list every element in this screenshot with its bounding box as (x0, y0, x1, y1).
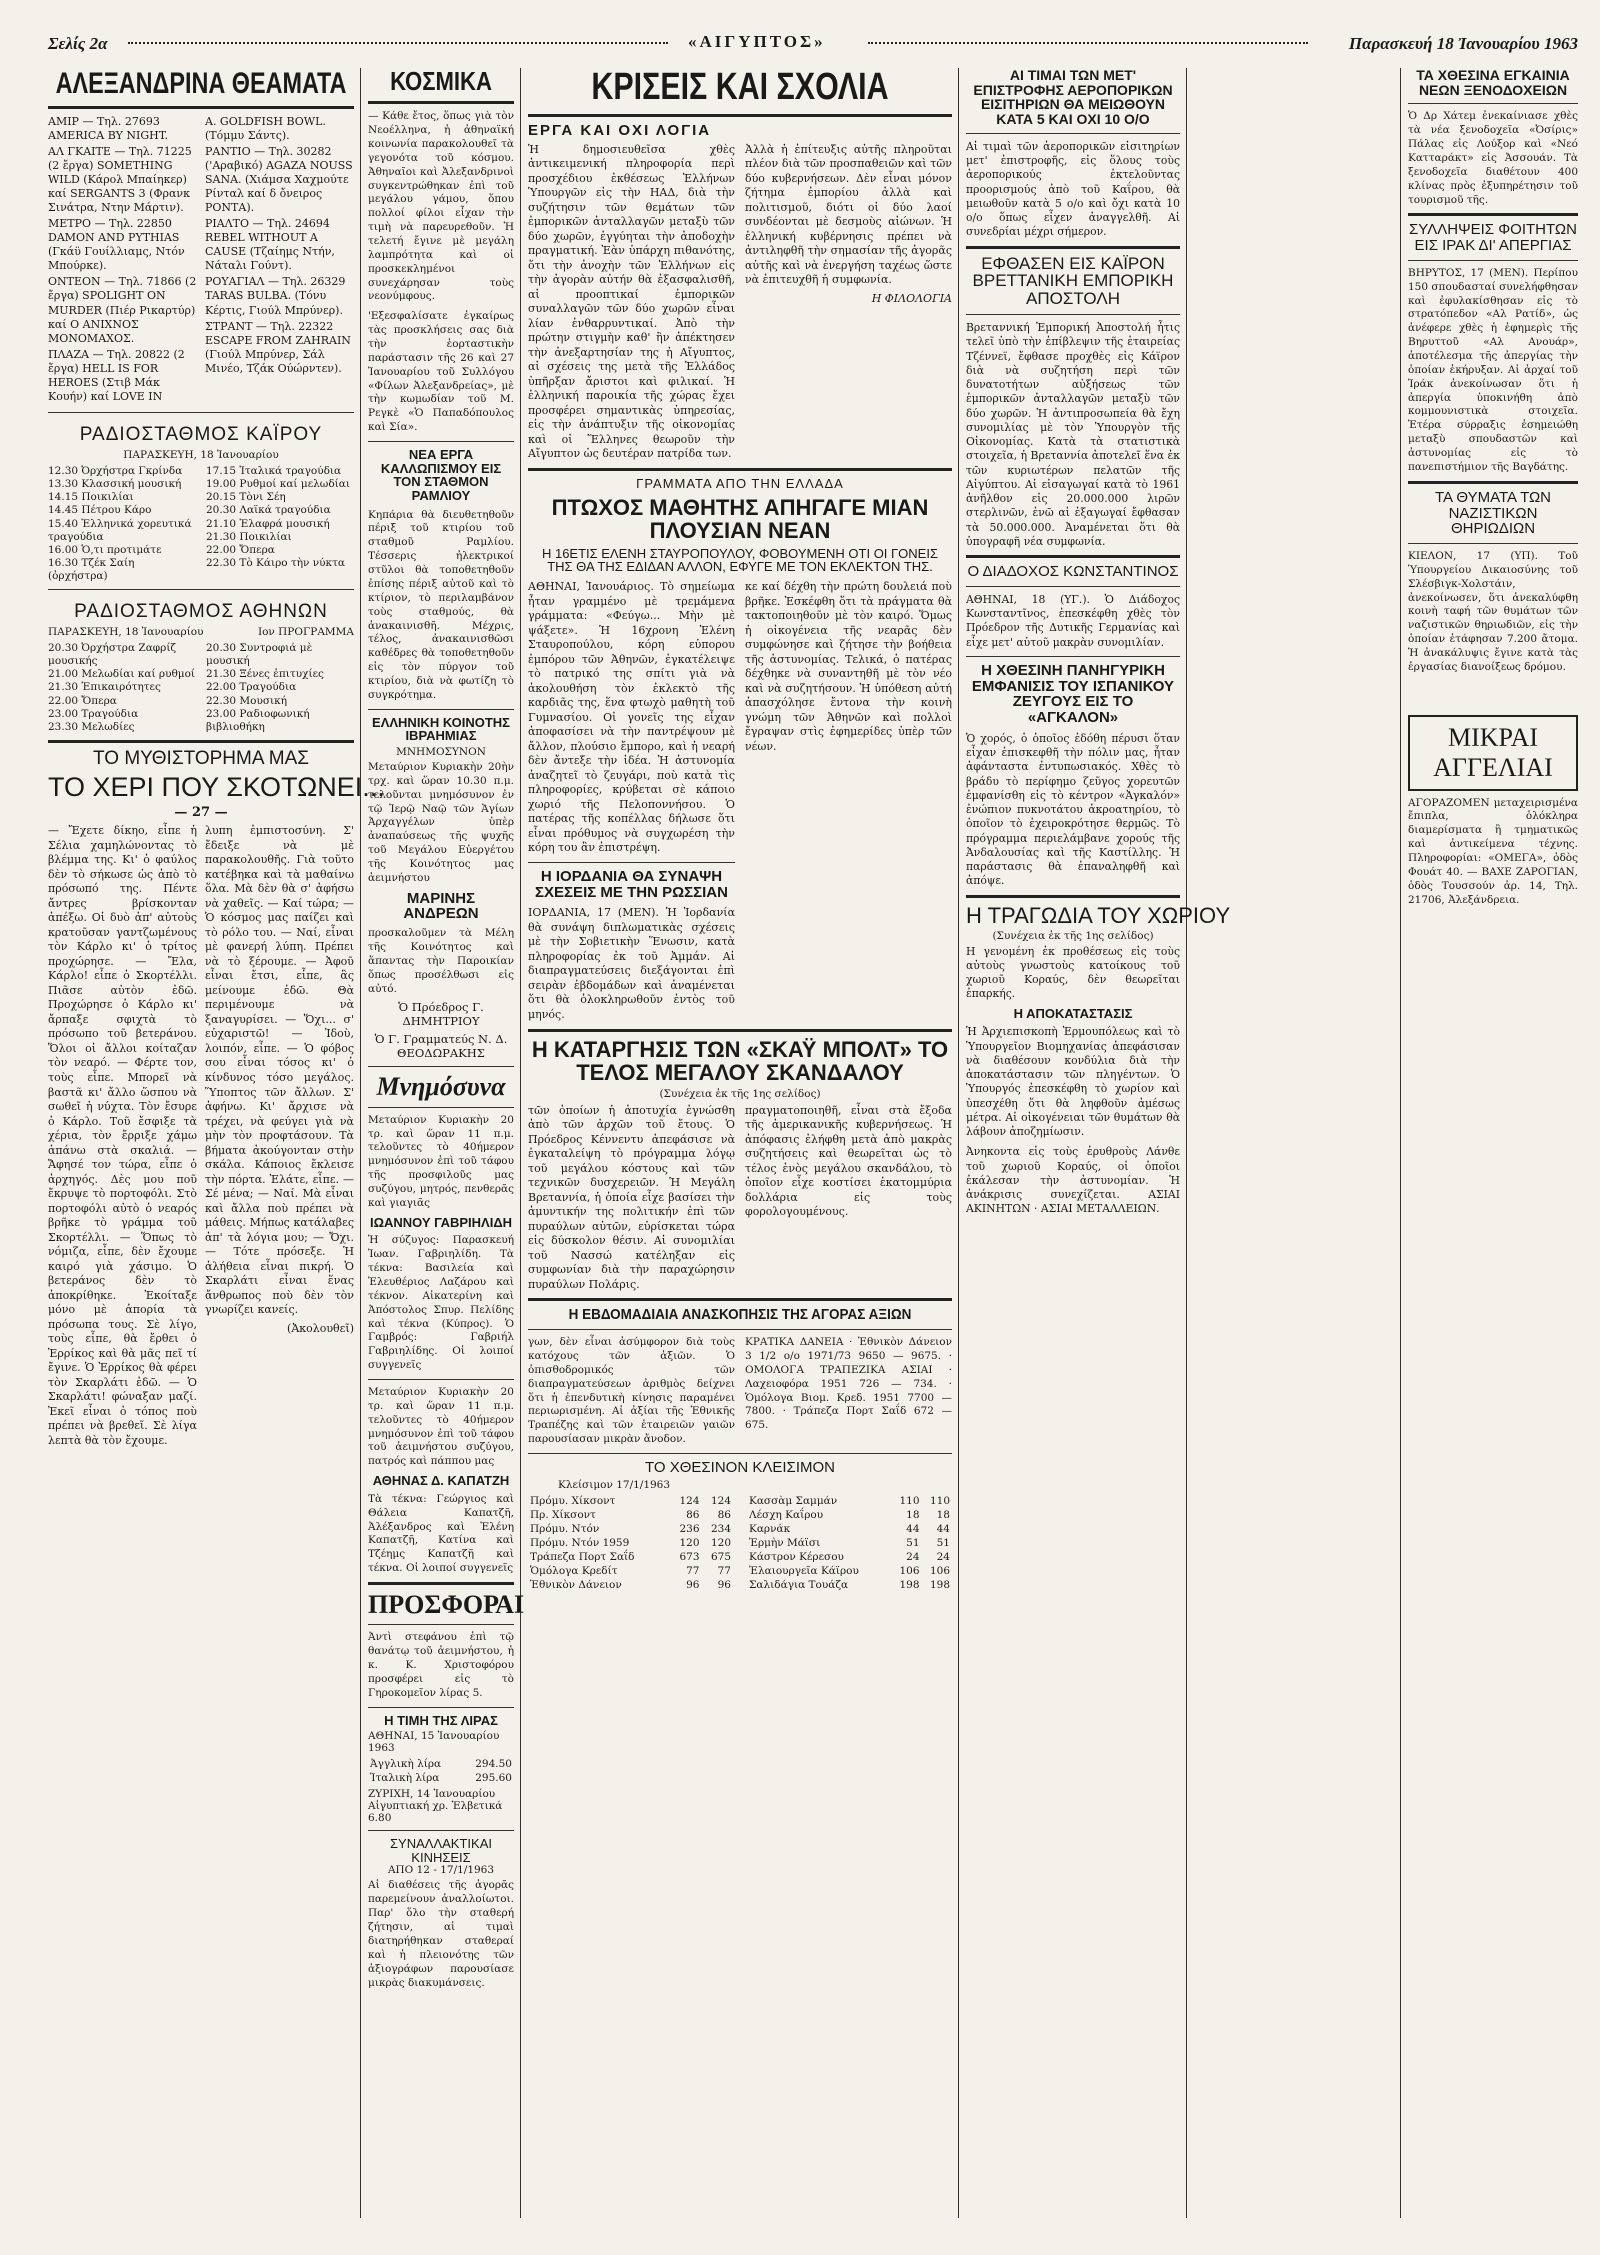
mnimosyno-1-name: ΙΩΑΝΝΟΥ ΓΑΒΡΙΗΛΙΔΗ (369, 1214, 513, 1230)
newspaper-page (48, 20, 1578, 2235)
table-cell: 44 (936, 1522, 950, 1535)
table-row (528, 1536, 733, 1550)
divider (48, 740, 354, 743)
table-cell: 106 (929, 1564, 950, 1577)
table-row (368, 1771, 514, 1785)
table-cell: 51 (936, 1536, 950, 1549)
exchange-title: ΣΥΝΑΛΛΑΚΤΙΚΑΙ ΚΙΝΗΣΕΙΣ (390, 1836, 492, 1865)
novel-continued: (Ἀκολουθεῖ) (287, 1321, 354, 1335)
divider (1408, 543, 1578, 544)
page-number: Σελίς 2α (48, 34, 108, 53)
airfare-text: Αἱ τιμαὶ τῶν ἀεροπορικῶν εἰσιτηρίων μετ' ἐπιστροφῆς, εἰς ὅλους τοὺς ἀεροπορικούς ἐκτελοῦντας προορισμούς ἀπὸ τοῦ Καΐρου, θὰ μειωθοῦν κατὰ 5 ο/ο καὶ ὄχι κατὰ 10 ο/ο ὅπως εἶχεν ἀναγγελθῆ. Αἱ συνεδρίαι μέχρι σήμερον. (966, 139, 1180, 239)
paper-name: «ΑΙΓΥΠΤΟΣ» (688, 32, 826, 51)
table-cell: 120 (679, 1536, 700, 1549)
divider (966, 586, 1180, 587)
classifieds-box (1408, 715, 1578, 791)
weekly-title: Η ΕΒΔΟΜΑΔΙΑΙΑ ΑΝΑΣΚΟΠΗΣΙΣ ΤΗΣ ΑΓΟΡΑΣ ΑΞΙΩΝ (568, 1306, 912, 1324)
tragedy-text-3: Ἀνηκοντα εἰς τοὺς ἐρυθροὺς Λάνθε τοῦ χωριοῦ Κοραύς, οἱ ὁποῖοι ἐκάλεσαν τὴν ἀστυνομίαν. Ἡ ἀνάκρισις συνεχίζεται. ΑΣΙΑΙ ΑΚΙΝΗΤΩΝ · ΑΣΙΑΙ ΜΕΤΑΛΛΕΙΩΝ. (966, 1145, 1180, 1216)
spanish-dancers-title: Η ΧΘΕΣΙΝΗ ΠΑΝΗΓΥΡΙΚΗ ΕΜΦΑΝΙΣΙΣ ΤΟΥ ΙΣΠΑΝΙΚΟΥ ΖΕΥΓΟΥΣ ΕΙΣ ΤΟ «ΑΓΚΑΛΟΝ» (971, 661, 1175, 727)
table-cell: 675 (710, 1550, 731, 1563)
divider (368, 441, 514, 442)
novel-body (48, 824, 354, 1448)
schedule-item: 20.30 Ὀρχήστρα Ζαφρίζ μουσικής (48, 642, 177, 668)
cosmika-title: ΚΟΣΜΙΚΑ (390, 66, 492, 96)
schedule-item: 20.30 Συντροφιά μὲ μουσική (206, 642, 313, 668)
works-text: Κηπάρια θὰ διευθετηθοῦν πέριξ τοῦ κτιρίου τοῦ σταθμοῦ Ραμλίου. Τέσσερις ἠλεκτρικοί στῦλοι θὰ τοποθετηθοῦν ἐπίσης πέριξ αὐτοῦ καὶ τὸ κτίριον, τὸ περιλαμβάνον τοὺς σταθμούς, θὰ ἀνακαινισθῆ. Μέχρις, τέλος, ἀνακαινισθῶσι καθέδρες θὰ τοποθετηθοῦν εἰς τὸν πύργον τοῦ κτιρίου, διὰ νὰ φωτίζη τὸ συγκρότημα. (368, 508, 514, 701)
table-row (528, 1522, 733, 1536)
radio-athens-header (48, 626, 354, 638)
mnimosyno-2-name: ΑΘΗΝΑΣ Δ. ΚΑΠΑΤΖΗ (372, 1473, 510, 1489)
hotels-title: ΤΑ ΧΘΕΣΙΝΑ ΕΓΚΑΙΝΙΑ ΝΕΩΝ ΞΕΝΟΔΟΧΕΙΩΝ (1416, 67, 1570, 98)
schedule-item: 19.00 Ρυθμοί καί μελωδίαι (206, 478, 351, 491)
table-cell: Ὁμόλογα Κρεδίτ (530, 1564, 618, 1577)
schedule-item: 20.30 Λαϊκά τραγούδια (206, 504, 331, 517)
table-row (747, 1508, 952, 1522)
divider (966, 656, 1180, 657)
schedule-item: 17.15 Ἰταλικά τραγούδια (206, 465, 342, 477)
issue-date: Παρασκευή 18 Ἰανουαρίου 1963 (1348, 34, 1578, 53)
radio-athens-date: ΠΑΡΑΣΚΕΥΗ, 18 Ἰανουαρίου (48, 626, 204, 639)
prosfores-text: Ἀντὶ στεφάνου ἐπὶ τῷ θανάτῳ τοῦ ἀειμνήστου, ἡ κ. Κ. Χριστοφόρου προσφέρει εἰς τὸ Γηροκομεῖον λίρας 5. (368, 1631, 514, 1699)
ibrahimia-signature-2: Ὁ Γ. Γραμματεύς Ν. Δ. ΘΕΟΔΩΡΑΚΗΣ (374, 1032, 508, 1061)
ibrahimia-name: ΜΑΡΙΝΗΣ ΑΝΔΡΕΩΝ (403, 889, 479, 923)
ska-text: τῶν ὁποίων ἡ ἀποτυχία ἐγνώσθη ἀπὸ τῶν ἀρχῶν τοῦ ἔτους. Ὁ Πρόεδρος Κέννεντυ ἀπεφάσισε νὰ ἐγκαταλείψη τὸ πρόγραμμα λόγῳ τοῦ μεγάλου κόστους καὶ τῶν τεχνικῶν δυσχερειῶν. Ἡ Μεγάλη Βρεταννία, ἡ ὁποία εἶχε βασίσει τὴν ἀμυντικήν της πολιτικήν ἐπὶ τῶν πυραύλων αὐτῶν, εὑρίσκεται τώρα εἰς δύσκολον θέσιν. Αἱ συνομιλίαι τοῦ Νασσώ κατέληξαν εἰς συμφωνίαν διὰ τὴν παραχώρησιν πυραύλων Πολάρις. (528, 1103, 735, 1291)
airfare-title: ΑΙ ΤΙΜΑΙ ΤΩΝ ΜΕΤ' ΕΠΙΣΤΡΟΦΗΣ ΑΕΡΟΠΟΡΙΚΩΝ ΕΙΣΙΤΗΡΙΩΝ ΘΑ ΜΕΙΩΘΟΥΝ ΚΑΤΑ 5 ΚΑΙ ΟΧΙ 10 Ο/Ο (973, 67, 1173, 128)
theatre-entry: ΡΑΝΤΙΟ — Τηλ. 30282 ('Αραβικό) AGAZA NOUSS SANA. (Χιάμσα Χαχμούτε Ρίνταλ καί δ ὄνειρος ΡΟΝΤΑ). (205, 144, 353, 214)
victims-title: ΤΑ ΘΥΜΑΤΑ ΤΩΝ ΝΑΖΙΣΤΙΚΩΝ ΘΗΡΙΩΔΙΩΝ (1434, 488, 1552, 538)
ska-continued: (Συνέχεια ἐκ τῆς 1ης σελίδος) (659, 1087, 821, 1100)
table-row (528, 1578, 733, 1592)
mnimosyno-1-text: Μεταύριον Κυριακὴν 20 τρ. καὶ ὥραν 11 π.μ. τελοῦντες τὸ 40ήμερον μνημόσυνον ἐπὶ τοῦ τάφου τῆς προσφιλοῦς μας συζύγου, μητρός, πενθερᾶς καὶ γιαγιᾶς (368, 1113, 514, 1209)
divider (368, 1066, 514, 1067)
divider (48, 412, 354, 413)
theatre-entry: ΡΙΑΛΤΟ — Τηλ. 24694 REBEL WITHOUT A CAUSE (Τζαίημς Ντήν, Νάταλι Γούντ). (205, 217, 335, 273)
table-cell: 110 (899, 1494, 920, 1507)
table-cell: 673 (679, 1550, 700, 1563)
column-social (368, 66, 525, 2218)
table-cell: 236 (679, 1522, 700, 1535)
schedule-item: 21.10 Ἐλαφρά μουσική (206, 517, 330, 530)
ibrahimia-subtitle: ΜΝΗΜΟΣΥΝΟΝ (396, 745, 486, 758)
divider (528, 1029, 952, 1032)
column-rule (1400, 68, 1401, 2218)
schedule-item: 15.40 Ἑλληνικά χορευτικά τραγούδια (48, 517, 192, 543)
table-row (528, 1494, 733, 1508)
editorial-body (528, 143, 952, 462)
closing-table-left (528, 1494, 733, 1592)
table-cell: Τράπεζα Πορτ Σαΐδ (530, 1550, 635, 1563)
closing-date: Κλείσιμον 17/1/1963 (558, 1478, 671, 1491)
diadochos-title: Ο ΔΙΑΔΟΧΟΣ ΚΩΝΣΤΑΝΤΙΝΟΣ (967, 563, 1179, 581)
table-cell: Πρόμυ. Χίκσοντ (530, 1494, 616, 1507)
ibrahimia-signature-1: Ὁ Πρόεδρος Γ. ΔΗΜΗΤΡΙΟΥ (398, 1000, 484, 1029)
letters-text-2: κε καί δέχθη τὴν πρώτη δουλειά ποὺ βρῆκε. Ἐσκέφθη ὅτι τὰ πράγματα θὰ τακτοποιηθοῦν μὲ τὸν καιρό. Ὅμως ἡ οἰκογένεια τῆς νεαρᾶς δὲν συμφώνησε καὶ ζήτησε τὴν βοήθεια τῆς ἀστυνομίας. Τελικά, ὁ πατέρας δέχθηκε νὰ συναντηθῆ μὲ τὸν νέο καὶ νὰ συζητήσουν. Ἡ ὑπόθεση αὐτή ἀπασχόλησε ἔντονα τὴν κοινὴ γνώμη τῶν Ἀθηνῶν καὶ πολλοὶ ἔγραψαν στὶς ἐφημερίδες ὑπὲρ τῶν νέων. (745, 580, 952, 753)
divider (368, 1624, 514, 1625)
table-row (747, 1578, 952, 1592)
schedule-item: 22.00 Ὄπερα (206, 543, 275, 556)
table-row (747, 1494, 952, 1508)
masthead-rule-left (128, 42, 668, 44)
tragedy-subtitle: Η ΑΠΟΚΑΤΑΣΤΑΣΙΣ (1013, 1005, 1133, 1021)
students-title: ΣΥΛΛΗΨΕΙΣ ΦΟΙΤΗΤΩΝ ΕΙΣ ΙΡΑΚ ΔΙ' ΑΠΕΡΓΙΑΣ (1409, 221, 1577, 255)
schedule-item: 12.30 Ὀρχήστρα Γκρίνδα (48, 465, 183, 477)
table-cell: 86 (686, 1508, 700, 1521)
spanish-dancers-text: Ὁ χορός, ὁ ὁποῖος ἐδόθη πέρυσι ὅταν εἶχαν ἐπισκεφθῆ τὴν πόλιν μας, ἦταν ἀφάνταστα ἐντυπωσιακός. Χθὲς τὸ βράδυ τὸ περίφημο ζεῦγος χορευτῶν ἐμφανίσθη εἰς τὸ κέντρον «Ἀγκαλόν» ἐνώπιον πυκνοτάτου ἀκροατηρίου, τὸ ὁποῖον τὸ ἐχειροκρότησε θερμῶς. Τὸ πρόγραμμα περιελάμβανε χορούς τῆς Ἀνδαλουσίας καὶ τῆς Καστίλλης. Ἡ παράστασις θὰ ἐπαναληφθῆ καὶ ἀπόψε. (966, 731, 1180, 888)
schedule-item: 22.30 Τὸ Κάιρο τὴν νύκτα (206, 556, 345, 569)
table-cell: Κάστρον Κέρεσου (749, 1550, 844, 1563)
divider (48, 589, 354, 590)
letters-text: ΑΘΗΝΑΙ, Ἰανουάριος. Τὸ σημείωμα ἦταν γραμμένο μὲ τρεμάμενα γράμματα: «Φεύγω... Μὴν μὲ ψάξετε». Ἡ 16χρονη Ἑλένη Σταυροπούλου, κόρη εὐπορου ἐμπόρου τῶν Ἀθηνῶν, ἐγκατέλειψε τὸ πατρικό της σπίτι γιὰ νὰ ἀκολουθήση τὸν ἐκλεκτὸ τῆς καρδιᾶς της, ἕνα φτωχὸ μαθητὴ τοῦ Γυμνασίου. Οἱ γονεῖς της εἶχαν ἀποφασίσει νὰ τὴν παντρέψουν μὲ ἄλλον, πλούσιο ἔμπορο, καὶ ἡ νεαρή δὲν ἄντεξε τὴν ἰδέα. Ἡ ἀστυνομία ἀναζητεῖ τὸ ζευγάρι, ποὺ κατὰ τὶς πληροφορίες, κρύβεται σὲ κάποιο χωριό τῆς Πελοποννήσου. Ὁ πατέρας τῆς κοπέλλας δήλωσε ὅτι εἶναι πρόθυμος νὰ συγχωρέση τὴν κόρη του ἂν ἐπιστρέψη. (528, 580, 735, 855)
hotels-text: Ὁ Δρ Χάτεμ ἐνεκαίνιασε χθὲς τὰ νέα ξενοδοχεῖα «Ὀσίρις» Πάλας εἰς Λούξορ καὶ «Νεό Κατταράκτ» εἰς Ἀσσουάν. Τὰ ξενοδοχεῖα διαθέτουν 400 κλίνας πρὸς ἐξυπηρέτησιν τοῦ τουρισμοῦ τῆς. (1408, 110, 1578, 206)
schedule-item: 22.30 Μουσική (206, 694, 287, 707)
closing-title: ΤΟ ΧΘΕΣΙΝΟΝ ΚΛΕΙΣΙΜΟΝ (645, 1459, 835, 1477)
weekly-body (528, 1336, 952, 1447)
novel-text-a: — Ἔχετε δίκηο, εἶπε ἡ Σέλια χαμηλώνοντας τὸ βλέμμα της. Κι' ὁ φαύλος δὲν τὸ σήκωσε ὡς ἀπὸ τὸ πρόσωπό της. Πέντε ἄντρες βρίσκονταν ἀπέξω. Οἱ δυὸ ἀπ' αὐτοὺς κρατοῦσαν γαντζωμένους τὸν Κάρλο κι' ὁ τρίτος προχώρησε. — Ἔλα, Κάρλο! εἶπε ὁ Σκορτέλλι. Πιᾶσε αὐτὸν ἐδῶ. Προχώρησε ὁ Κάρλο κι' ἄρπαξε σφιχτὰ τὸ πρόσωπο τοῦ βετεράνου. Ὅλοι οἱ ἄλλοι κοίταζαν τὸν νεαρό. — Φέρτε τον, τοὺς εἶπε. Μπορεῖ νὰ βαστᾶ κι' ἄλλο ὥσπου νὰ σωθεῖ ἡ νύχτα. Τὸν ἔσυρε ὁ Κάρλο. Τοῦ ἔσφιξε τὰ χέρια, τὸν ἔρριξε χάμω ἀπάνω στὰ σκαλιά. — Ἄφησέ τον τώρα, εἶπε ὁ ἀρχηγός. Δὲς μου ποῦ ἔκρυψε τὸ πορτοφόλι. Στὸ πορτοφόλι αὐτὸ ὁ νεαρός βρῆκε τὸ γράμμα τοῦ Σκορτέλλι. — Ὅπως τὸ νόμιζα, εἶπε, δὲν ἔχουμε καιρό γιὰ χάσιμο. Ὁ βετεράνος δὲν τὸ ἀποκρίθηκε. Ἐκοίταξε μόνο μὲ ἀπορία τὰ πρόσωπα τους. Σὲ λίγο, τοὺς εἶπε, θὰ ἔρθει ὁ Ἐρρίκος καὶ θὰ μᾶς πεῖ τί ἔγινε. Ὁ Ἐρρίκος θὰ φέρει τὸν Σκαρλάτι ἐδῶ. — Ὁ Σκαρλάτι! φώναξαν μαζί. Ἐκεῖ εἶναι ὁ τόπος ποὺ πρέπει νὰ βρεθεῖ. Σὲ λίγα λεπτὰ θὰ τὸν ἔχουμε. (48, 824, 197, 1447)
novel-kicker: ΤΟ ΜΥΘΙΣΤΟΡΗΜΑ ΜΑΣ (93, 747, 309, 769)
british-mission-text: Βρεταννική Ἐμπορική Ἀποστολή ἦτις τελεῖ ὑπὸ τὴν ἐπίβλεψιν τῆς ἑταιρείας Τζέννεϊ, ἔφθασε προχθὲς εἰς Κάϊρον διὰ νὰ συζητήση περὶ τῶν δυνατοτήτων αὐξήσεως τῶν ἐμπορικῶν ἀνταλλαγῶν μεταξὺ τῶν δύο χωρῶν. Ἡ ἀντιπροσωπεία θὰ ἔχη συνομιλίας μὲ τὸν Ὑπουργὸν τῆς Οἰκονομίας. Κατὰ τὰ στατιστικὰ στοιχεῖα, ἡ Βρεταννία ἀποτελεῖ ἕνα ἐκ τῶν κυριωτέρων πελατῶν τῆς Αἰγύπτου. Αἱ εἰσαγωγαί κατὰ τὸ 1961 ἀνῆλθον εἰς 20.000.000 λιρῶν στερλινῶν, ἐνῶ αἱ ἐξαγωγαί ἔφθασαν τὰ 50.000.000. Ἀναμένεται ὅτι θὰ ὑπογραφῆ νέα συμφωνία. (966, 321, 1180, 548)
cosmika-text: — Κάθε ἔτος, ὅπως γιὰ τὸν Νεοέλληνα, ἡ ἀθηναϊκή κοινωνία παρακολουθεῖ τὰ γεγονότα τοῦ κόσμου. Ἀθηναῖοι καὶ Ἀλεξανδρινοὶ συγκεντρώθηκαν ἐπὶ τοῦ μεγάλου γάμου, ὅπου πολλοί φίλοι εἶχαν τὴν τιμὴ νὰ παρευρεθοῦν. Ἡ τελετή ἔγινε μὲ μεγάλη λαμπρότητα καὶ οἱ προσκεκλημένοι συνεχάρησαν τοὺς νεονύμφους. (368, 110, 514, 303)
theatre-entry: ΜΕΤΡΟ — Τηλ. 22850 DAMON AND PYTHIAS (Γκάϋ Γουίλλιαμς, Ντόν Μπούρκε). (48, 217, 185, 273)
column-rule (1186, 68, 1187, 2218)
closing-table-right (747, 1494, 952, 1592)
radio-athens-schedule (48, 642, 354, 734)
masthead (48, 28, 1578, 58)
divider (368, 1707, 514, 1708)
theatres-title: ΑΛΕΞΑΝΔΡΙΝΑ ΘΕΑΜΑΤΑ (55, 67, 347, 100)
lira-zurich-date: ΖΥΡΙΧΗ, 14 Ἰανουαρίου (368, 1788, 496, 1801)
column-rule (360, 68, 361, 2218)
table-cell: 77 (686, 1564, 700, 1577)
table-row (528, 1564, 733, 1578)
ibrahimia-text-2: προσκαλοῦμεν τὰ Μέλη τῆς Κοινότητος καὶ ἅπαντας τὴν Παροικίαν ὅπως προσέλθωσι εἰς αὐτό. (368, 927, 514, 995)
table-cell: 77 (717, 1564, 731, 1577)
table-cell: 120 (710, 1536, 731, 1549)
lira-athens-date: ΑΘΗΝΑΙ, 15 Ἰανουαρίου 1963 (368, 1730, 500, 1755)
column-rule (520, 68, 521, 2218)
schedule-item: 14.45 Πέτρου Κάρο (48, 504, 152, 517)
divider (368, 1582, 514, 1585)
table-cell: 44 (906, 1522, 920, 1535)
divider (966, 314, 1180, 315)
schedule-item: 16.00 Ὁ,τι προτιμάτε (48, 543, 162, 556)
radio-cairo-title: ΡΑΔΙΟΣΤΑΘΜΟΣ ΚΑΪΡΟΥ (79, 424, 323, 446)
table-cell: Ἰταλικὴ λίρα (370, 1772, 440, 1785)
schedule-item: 22.00 Τραγούδια (206, 681, 297, 694)
theatres-listing (48, 115, 354, 407)
mnimosyno-2-text: Μεταύριον Κυριακὴν 20 τρ. καὶ ὥραν 11 π.μ. τελοῦντες τὸ 40ήμερον μνημόσυνον ἐπὶ τοῦ τάφου τοῦ ἀειμνήστου συζύγου, πατρός καὶ πάππου μας (368, 1386, 514, 1468)
table-cell: 294.50 (475, 1758, 512, 1771)
editorial-text-2: Ἀλλὰ ἡ ἐπίτευξις αὐτῆς πληροῦται πλέον διὰ τῶν προσπαθειῶν καὶ τῶν δύο κυβερνήσεων. Δὲν εἶναι μόνον ζήτημα ἐμπορίου ἀλλὰ καὶ πολιτισμοῦ, διότι οἱ δύο λαοί συνδέονται μὲ δεσμοὺς αἰώνων. Ἡ ἑλληνική κυβέρνησις πρέπει νὰ ἀντιληφθῆ τὴν σημασίαν τῆς ἀγορᾶς αὐτῆς καὶ νὰ ἐνεργήση ταχέως ὥστε νὰ ἐπιτευχθῆ ἡ συμφωνία. (745, 142, 952, 287)
ska-text-2: πραγματοποιηθῆ, εἶναι στὰ ἔξοδα τῆς ἀμερικανικῆς κυβερνήσεως. Ἡ ἀπόφασις ἐλήφθη μετὰ ἀπὸ μακρὰς συζητήσεις καὶ θεωρεῖται ὡς τὸ τέλος ἑνὸς μεγάλου σκανδάλου, τὸ ὁποῖον εἶχε κοστίσει ἑκατομμύρια δολλάρια εἰς τοὺς φορολογουμένους. (745, 1103, 952, 1219)
table-cell: 96 (717, 1578, 731, 1591)
table-cell: 18 (906, 1508, 920, 1521)
divider (528, 468, 952, 471)
prosfores-title: ΠΡΟΣΦΟΡΑΙ (368, 1589, 525, 1619)
schedule-list-right (206, 642, 354, 734)
table-row (528, 1550, 733, 1564)
divider (1408, 260, 1578, 261)
schedule-item: 16.30 Τζέκ Σαίη (ὀρχήστρα) (48, 556, 135, 582)
theatres-list-left (48, 115, 197, 407)
table-cell: 198 (929, 1578, 950, 1591)
editorial-title: ΚΡΙΣΕΙΣ ΚΑΙ ΣΧΟΛΙΑ (591, 66, 889, 108)
divider (966, 555, 1180, 558)
schedule-item: 21.30 Ποικιλίαι (206, 530, 292, 543)
schedule-item: 23.00 Τραγούδια (48, 707, 139, 720)
theatre-entry: A. GOLDFISH BOWL. (Τόμμυ Σάντς). (205, 114, 326, 142)
schedule-item: 21.30 Ἐπικαιρότητες (48, 681, 161, 694)
letters-subtitle: Η 16ΕΤΙΣ ΕΛΕΝΗ ΣΤΑΥΡΟΠΟΥΛΟΥ, ΦΟΒΟΥΜΕΝΗ ΟΤΙ ΟΙ ΓΟΝΕΙΣ ΤΗΣ ΘΑ ΤΗΣ ΕΔΙΔΑΝ ΑΛΛΟΝ, ΕΦΥΓΕ ΜΕ ΤΟΝ ΕΚΛΕΚΤΟΝ ΤΗΣ. (541, 545, 939, 575)
divider (368, 101, 514, 104)
divider (48, 106, 354, 109)
schedule-list-left (48, 642, 196, 734)
divider (368, 709, 514, 710)
cosmika-text-2: 'Εξεσφαλίσατε ἐγκαίρως τὰς προσκλήσεις σας διὰ τὴν ἑορταστικὴν παράστασιν τῆς 26 καὶ 27 Ἰανουαρίου τοῦ Συλλόγου «Φίλων Ἀλεξανδρείας», μὲ τὴν κωμωδίαν τοῦ Μ. Ρεγκὲ «Ὁ Παπαδόπουλος καὶ Σία». (368, 310, 514, 434)
radio-athens-program: Ιον ΠΡΟΓΡΑΜΜΑ (257, 626, 354, 639)
lira-table (368, 1757, 514, 1785)
divider (966, 246, 1180, 249)
table-cell: Λέσχη Καΐρου (749, 1508, 824, 1521)
column-rule (958, 68, 959, 2218)
weekly-text: γων, δὲν εἶναι ἀσύμφορον διὰ τοὺς κατόχους τῶν ἀξιῶν. Ὁ ὀπισθοδρομικός τῶν διαπραγματεύσεων ἀριθμὸς δείχνει ὅτι ἡ ἐπενδυτικὴ κίνησις παραμένει περιωρισμένη. Αἱ ἀξίαι τῆς Ἐθνικῆς Τραπέζης καὶ τῶν ἑταιρειῶν γαιῶν παρουσίασαν μικρὰν ἄνοδον. (528, 1336, 735, 1446)
schedule-item: 23.30 Μελωδίες (48, 720, 135, 733)
letters-body (528, 580, 952, 1022)
theatre-entry: ΟΝΤΕΟΝ — Τηλ. 71866 (2 ἔργα) SPOLIGHT ON MURDER (Πιέρ Ρικαρτύρ) καί Ο ΑΝΙΧΝΟΣ ΜΟΝΟΜΑΧΟΣ. (48, 275, 197, 345)
theatre-entry: ΣΤΡΑΝΤ — Τηλ. 22322 ESCAPE FROM ZAHRAIN (Γιούλ Μπρύνερ, Σάλ Μινέο, Τζάκ Ούώρντεν). (205, 319, 351, 375)
table-cell: 18 (936, 1508, 950, 1521)
table-cell: Πρ. Χίκσοντ (530, 1508, 596, 1521)
table-cell: Σαλιδάγια Τουάζα (749, 1578, 849, 1591)
theatres-list-right (205, 115, 354, 407)
ibrahimia-title: ΕΛΛΗΝΙΚΗ ΚΟΙΝΟΤΗΣ ΙΒΡΑΗΜΙΑΣ (372, 714, 510, 744)
table-cell: 124 (679, 1494, 700, 1507)
ska-body (528, 1104, 952, 1293)
table-cell: 106 (899, 1564, 920, 1577)
divider (528, 862, 735, 863)
exchange-text: Αἱ διαθέσεις τῆς ἀγορᾶς παρεμείνουν ἀναλλοίωτοι. Παρ' ὅλο τὴν σταθερή ζήτησιν, αἱ τιμαὶ διατηρήθηκαν σταθεραί καὶ ἡ πλειονότης τῶν ἀξιογράφων παρουσίασε μικρὰς διακυμάνσεις. (368, 1879, 514, 1989)
table-cell: 96 (686, 1578, 700, 1591)
theatre-entry: ΑΜΙΡ — Τηλ. 27693 AMERICA BY NIGHT. (48, 114, 168, 142)
table-cell: 24 (906, 1550, 920, 1563)
students-text: ΒΗΡΥΤΟΣ, 17 (ΜΕΝ). Περίπου 150 σπουδασταί συνελήφθησαν καὶ ἐφυλακίσθησαν εἰς τὸ στρατόπεδον «Αλ Ρατίδ», ὡς ἀνέφερε χθὲς ἡ ἐφημερὶς τῆς Βηρυττοῦ «Αλ Ανουάρ», ἀποτέλεσμα τῆς ἀπεργίας τὴν ὁποίαν ἐκήρυξαν. Αἱ ἀρχαί τοῦ Ἰράκ ἀνεκοίνωσαν ὅτι ἡ ἀπεργία ὑποκινήθη ἀπὸ κομμουνιστικὰ στοιχεῖα. Ἑτέρα σύρραξις ἐσημειώθη μεταξὺ σπουδαστῶν καὶ ἀστυνομίας εἰς τὸ πανεπιστήμιον τῆς Βαγδάτης. (1408, 266, 1579, 473)
lira-zurich-text: Αἰγυπτιακή χρ. Ἐλβετικά 6.80 (368, 1800, 503, 1825)
mnimosyno-2-relatives: Τὰ τέκνα: Γεώργιος καὶ Θάλεια Καπατζῆ, Ἀλέξανδρος καὶ Ἑλένη Καπατζῆ, Κατίνα καὶ Τζέημς Καπατζῆ καὶ τέκνα. Οἱ λοιποί συγγενεῖς (368, 1492, 514, 1575)
theatre-entry: ΡΟΥΑΓΙΑΛ — Τηλ. 26329 TARAS BULBA. (Τόνυ Κέρτις, Γιούλ Μπρύνερ). (205, 275, 346, 317)
column-theatres-radio-novel (48, 67, 385, 2218)
table-cell: 86 (717, 1508, 731, 1521)
classifieds-text: ΑΓΟΡΑΖΟΜΕΝ μεταχειρισμένα ἔπιπλα, ὁλόκληρα διαμερίσματα ἢ τμηματικῶς καὶ ἀντικείμενα τέχνης. Πληροφορίαι: «ΟΜΕΓΑ», ὁδὸς Φουάτ 40. — ΒΑΧΕ ΖΑΡΟΓΙΑΝ, ὁδὸς Τουσσούν ἀρ. 14, Τηλ. 21706, Ἀλεξάνδρεια. (1408, 796, 1578, 906)
theatre-entry: ΑΛ ΓΚΑΙΤΕ — Τηλ. 71225 (2 ἔργα) SOMETHING WILD (Κάρολ Μπαίηκερ) καί SERGANTS 3 (Φρανκ Σινάτρα, Ντην Μάρτιν). (48, 144, 192, 214)
schedule-item: 22.00 Ὄπερα (48, 694, 117, 707)
column-editorial (528, 68, 952, 2218)
table-cell: Πρόμυ. Ντόν (530, 1522, 600, 1535)
table-cell: 295.60 (475, 1772, 512, 1785)
table-cell: Πρόμυ. Ντόν 1959 (530, 1536, 630, 1549)
diadochos-text: ΑΘΗΝΑΙ, 18 (ΥΓ.). Ὁ Διάδοχος Κωνσταντῖνος, ἐπεσκέφθη χθὲς τὸν Πρόεδρον τῆς Δυτικῆς Γερμανίας καὶ εἶχε μετ' αὐτοῦ μακρὰν συνομιλίαν. (966, 592, 1180, 649)
tragedy-title: Η ΤΡΑΓΩΔΙΑ ΤΟΥ ΧΩΡΙΟΥ (966, 902, 1231, 928)
table-cell: Ἐθνικὸν Δάνειον (530, 1578, 622, 1591)
editorial-signature: Η ΦΙΛΟΛΟΓΙΑ (871, 291, 952, 305)
divider (966, 895, 1180, 898)
schedule-item: 20.15 Τὸνι Σέη (206, 491, 286, 504)
tragedy-text-1: Η γενομένη ἐκ προθέσεως εἰς τοὺς αὐτοὺς γνωστοὺς κατοίκους τοῦ χωριοῦ Κοραύς, δὲν θεωρεῖται ἐπαρκής. (966, 944, 1180, 1001)
table-row (747, 1564, 952, 1578)
schedule-item: 21.00 Μελωδίαι καί ρυθμοί (48, 668, 196, 681)
ibrahimia-text: Μεταύριον Κυριακὴν 20ὴν τρχ. καὶ ὥραν 10.30 π.μ. τελοῦνται μνημόσυνον ἐν τῷ Ἱερῷ Ναῷ τῶν Ἁγίων Ἀρχαγγέλων ὑπὲρ ἀναπαύσεως τῆς ψυχῆς τοῦ Μεγάλου Εὐεργέτου τῆς Κοινότητος μας ἀειμνήστου (368, 760, 514, 884)
british-mission-title: ΕΦΘΑΣΕΝ ΕΙΣ ΚΑΪΡΟΝ ΒΡΕΤΤΑΝΙΚΗ ΕΜΠΟΡΙΚΗ ΑΠΟΣΤΟΛΗ (972, 253, 1174, 309)
divider (1408, 213, 1578, 216)
table-row (747, 1550, 952, 1564)
lira-title: Η ΤΙΜΗ ΤΗΣ ΛΙΡΑΣ (384, 1712, 498, 1728)
novel-installment: — 27 — (174, 805, 228, 821)
schedule-list-right (206, 465, 354, 583)
letters-title: ΠΤΩΧΟΣ ΜΑΘΗΤΗΣ ΑΠΗΓΑΓΕ ΜΙΑΝ ΠΛΟΥΣΙΑΝ ΝΕΑΝ (551, 494, 929, 543)
mnimosyna-title: Μνημόσυνα (376, 1072, 506, 1102)
radio-cairo-date: ΠΑΡΑΣΚΕΥΗ, 18 Ἰανουαρίου (123, 449, 279, 461)
table-cell: 24 (936, 1550, 950, 1563)
divider (1408, 103, 1578, 104)
column-news-b (1408, 68, 1578, 2218)
divider (1408, 481, 1578, 484)
divider (528, 1453, 952, 1454)
radio-athens-title: ΡΑΔΙΟΣΤΑΘΜΟΣ ΑΘΗΝΩΝ (74, 601, 328, 623)
table-cell: Ἐλαιουργεῖα Κάϊρου (749, 1564, 859, 1577)
jordan-title: Η ΙΟΡΔΑΝΙΑ ΘΑ ΣΥΝΑΨΗ ΣΧΕΣΕΙΣ ΜΕ ΤΗΝ ΡΩΣΣΙΑΝ (535, 867, 728, 901)
victims-text: ΚΙΕΛΟΝ, 17 (ΥΠ). Τοῦ Ὑπουργείου Δικαιοσύνης τοῦ Σλέσβιγκ-Χολστάιν, ἀνεκοίνωσεν, ὅτι ἀνεκαλύφθη κοινὴ ταφή τῶν θυμάτων τῶν ναζιστικῶν θηριωδιῶν, εἰς τὴν ὁποίαν ἐτάφησαν 7.200 ἄτομα. Ἡ ἀνακάλυψις ἔγινε κατὰ τὰς ἐργασίας διανοίξεως δρόμου. (1408, 550, 1578, 673)
mnimosyno-1-relatives: Ἡ σύζυγος: Παρασκευή Ἰωαν. Γαβριηλίδη. Τὰ τέκνα: Βασιλεία καὶ Ἐλευθέριος Λαζάρου καὶ τέκνον. Αἰκατερίνη καὶ Ἀπόστολος Σπυρ. Πελίδης καὶ τέκνα (Κύπρος). Ὁ Γαμβρός: Γαβριήλ Γαβριηλίδης. Οἱ λοιποί συγγενεῖς (368, 1234, 514, 1372)
table-cell: 110 (929, 1494, 950, 1507)
editorial-text-1: Ἡ δημοσιευθεῖσα χθὲς ἀντικειμενική πληροφορία περὶ προσχέδιου ἐκθέσεως Ἑλλήνων Ὑπουργῶν εἰς τὴν ΗΑΔ, διὰ τὴν συζήτησιν τῶν θεμάτων τῶν ἐμπορικῶν ἀνταλλαγῶν μεταξὺ τῶν δύο χωρῶν, ἐγγύηται τὴν ἀποδοχὴν πραγματική. Ἐὰν ὑπάρχη πιθανότης, ὅτι τὴν ἀνοχὴν τῶν Ἑλλήνων εἰς τὴν ἀγορὰν αὐτήν θὰ ἐξασφαλισθῆ, αἱ προοπτικαί ἐμπορικῶν συναλλαγῶν τῶν δύο χωρῶν εἶναι λίαν ἐνθαρρυντικαί. Ἀπὸ τὴν πρώτην στιγμὴν καθ' ἣν ἀπέκτησεν τὴν ἀνεξαρτησίαν της ἡ Αἴγυπτος, αἱ σχέσεις της μετὰ τῆς Ἑλλάδος ὑπῆρξαν ἄριστοι καὶ φιλικαί. Ἡ ἑλληνική παροικία τῆς χώρας ἔχει προσφέρει σημαντικὰς ὑπηρεσίας, εἰς τὴν ἀνάπτυξιν τῆς οἰκονομίας καὶ οἱ Ἕλληνες θεωροῦν τὴν Αἴγυπτον ὡς δευτέραν πατρίδα των. (528, 142, 735, 461)
works-title: ΝΕΑ ΕΡΓΑ ΚΑΛΛΩΠΙΣΜΟΥ ΕΙΣ ΤΟΝ ΣΤΑΘΜΟΝ ΡΑΜΛΙΟΥ (380, 447, 502, 503)
schedule-item: 13.30 Κλασσική μουσική (48, 478, 182, 491)
weekly-bonds: ΚΡΑΤΙΚΑ ΔΑΝΕΙΑ · Ἐθνικὸν Δάνειον 3 1/2 ο/ο 1971/73 9650 — 9675. · ΟΜΟΛΟΓΑ ΤΡΑΠΕΖΙΚΑ ΑΣΙΑΙ · Λαχειοφόρα 1951 726 — 734. · Ὁμόλογα Βιομ. Κρεδ. 1951 7700 — 7800. · Τράπεζα Πορτ Σαΐδ 672 — 675. (745, 1336, 952, 1432)
schedule-item: 23.00 Ραδιοφωνική βιβλιοθήκη (206, 707, 310, 733)
column-news-a (966, 67, 1231, 2218)
table-row (368, 1757, 514, 1771)
divider (368, 1379, 514, 1380)
table-cell: 51 (906, 1536, 920, 1549)
table-cell: Ἀγγλικὴ λίρα (370, 1758, 442, 1771)
table-cell: 124 (710, 1494, 731, 1507)
table-row (747, 1536, 952, 1550)
table-row (528, 1508, 733, 1522)
masthead-rule-right (868, 42, 1308, 44)
schedule-item: 14.15 Ποικιλίαι (48, 491, 134, 504)
divider (368, 1107, 514, 1108)
editorial-text-2-wrap (745, 143, 952, 462)
tragedy-text-2: Ἡ Ἀρχιεπισκοπὴ Ἑρμουπόλεως καὶ τὸ Ὑπουργεῖον Βιομηχανίας ἀπεφάσισαν νὰ διαθέσουν κονδύλια διὰ τὴν ἀποκατάστασιν τῶν πληγέντων. Ὁ Ὑπουργός ἐπεσκέφθη τὸ χωρίον καὶ ὑπεσχέθη ὅτι θὰ ληφθοῦν ἀμέσως μέτρα. Αἱ οἰκογένειαι τῶν θυμάτων θὰ λάβουν ἀποζημίωσιν. (966, 1025, 1180, 1139)
table-cell: 234 (710, 1522, 731, 1535)
table-cell: Καρνάκ (749, 1522, 791, 1535)
closing-tables (528, 1494, 952, 1592)
table-cell: Κασσὰμ Σαμμάν (749, 1494, 838, 1507)
schedule-list-left (48, 465, 196, 583)
table-row (747, 1522, 952, 1536)
schedule-item: 21.30 Ξένες ἐπιτυχίες (206, 668, 324, 681)
jordan-text: ΙΟΡΔΑΝΙΑ, 17 (ΜΕΝ). Ἡ Ἰορδανία θὰ συνάψη διπλωματικὰς σχέσεις μὲ τὴν Σοβιετικὴν Ἕνωσιν, κατὰ πληροφορίας ἐκ τοῦ Ἀμμάν. Αἱ διαπραγματεύσεις διεξάγονται ἐπὶ σειρὰν ἑβδομάδων καὶ ἀναμένεται ὅτι θὰ ὁλοκληρωθοῦν ἐντὸς τοῦ μηνός. (528, 906, 735, 1021)
novel-text-b: λυπη ἐμπιστοσύνη. Σ' ἔδειξε νὰ μὲ παρακολουθῆς. Γιὰ τοῦτο κατέβηκα καὶ τὰ μαθαίνω ὅλα. Μὰ δὲν θὰ σ' ἀφήσω νὰ χαθεῖς. — Καί τώρα; — Ὁ κόσμος μας παίζει καὶ τὸ ρόλο του. — Ναί, εἶναι μὲ φανερή λύπη. Πρέπει νὰ τὸ ξέρουμε. — Ἀφοῦ εἶναι ἔτσι, εἶπε, ἂς μείνουμε ἐδῶ. Θὰ περιμένουμε νὰ ξαναγυρίσει. — Ὅχι... σ' εὐχαριστῶ! — Ἰδοὺ, λοιπόν, εἶπε. — Ὁ φόβος σου εἶναι τόσος κι' ὁ κίνδυνος τόσο μεγάλος. Ὕποπτος τῶν ἄλλων. Σ' ἀφήνω. Κι' ἄρχισε νὰ τρέχει, νὰ φεύγει γιὰ νὰ μὴν τὸν προφτάσουν. Τὰ βήματα ἀκούγονταν στὴν σκάλα. Κάποιος ἔκλεισε τὴν πόρτα. Ἐλάτε, εἶπε. — Σέ μένα; — Ναί. Μὰ εἶναι καὶ ἄλλα ποὺ πρέπει νὰ μάθεις. Μήπως κατάλαβες ἀπ' τὰ λόγια μου; — Ὄχι. — Τότε πρόσεξε. Ἡ ἀλήθεια εἶναι πικρή. Ὁ Σκαρλάτι εἶναι ἕνας ἄνθρωπος ποὺ δὲν τὸν γνωρίζει κανείς. (205, 824, 354, 1317)
theatre-entry: ΠΛΑΖΑ — Τηλ. 20822 (2 ἔργα) HELL IS FOR HEROES (Στιβ Μάκ Κουήν) καί LOVE IN (48, 347, 185, 403)
novel-text-b-wrap (205, 824, 354, 1448)
novel-title: ΤΟ ΧΕΡΙ ΠΟΥ ΣΚΟΤΩΝΕΙ... (48, 771, 385, 802)
classifieds-title: ΜΙΚΡΑΙ ΑΓΓΕΛΙΑΙ (1433, 722, 1553, 782)
table-cell: 198 (899, 1578, 920, 1591)
divider (966, 133, 1180, 134)
exchange-date: ΑΠΟ 12 - 17/1/1963 (387, 1864, 495, 1877)
editorial-subtitle: ΕΡΓΑ ΚΑΙ ΟΧΙ ΛΟΓΙΑ (528, 121, 712, 139)
divider (528, 1329, 952, 1330)
ska-title: Η ΚΑΤΑΡΓΗΣΙΣ ΤΩΝ «ΣΚΑΫ ΜΠΟΛΤ» ΤΟ ΤΕΛΟΣ ΜΕΓΑΛΟΥ ΣΚΑΝΔΑΛΟΥ (531, 1036, 949, 1085)
table-cell: Ἐρμὴν Μάϊσι (749, 1536, 821, 1549)
letters-kicker: ΓΡΑΜΜΑΤΑ ΑΠΟ ΤΗΝ ΕΛΛΑΔΑ (636, 475, 844, 491)
divider (528, 1298, 952, 1301)
tragedy-continued: (Συνέχεια ἐκ τῆς 1ης σελίδος) (992, 929, 1154, 942)
divider (528, 114, 952, 117)
letters-left-column (528, 580, 735, 1022)
divider (368, 1830, 514, 1831)
radio-cairo-schedule (48, 465, 354, 583)
